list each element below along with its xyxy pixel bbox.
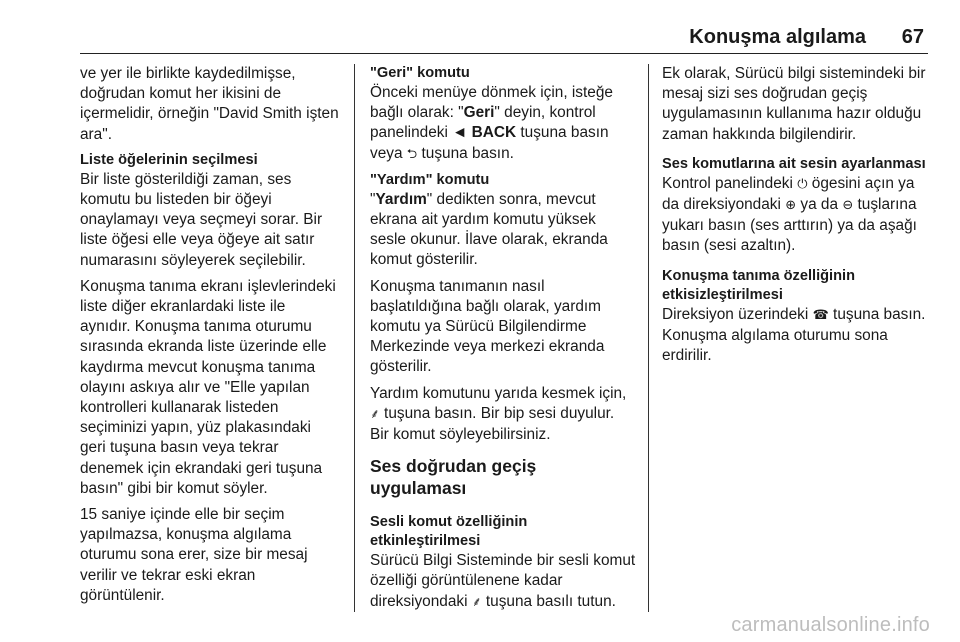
- volume-down-icon: ⊖: [842, 198, 854, 214]
- text: Sürücü Bilgi Sisteminde bir sesli komut özelliği görüntülenene kadar direksiyondaki: [370, 552, 636, 610]
- paragraph-enable: [370, 551, 636, 613]
- page-title: Konuşma algılama: [689, 26, 866, 48]
- text: Kontrol panelindeki: [662, 174, 798, 192]
- text: tuşuna basın. Bir bip sesi duyulur. Bir komut söyleyebilirsiniz.: [370, 404, 615, 444]
- page-number: 67: [901, 26, 924, 48]
- paragraph-back: [370, 83, 636, 165]
- section-heading-enable: Sesli komut özelliğinin etkinleştirilmesi: [370, 514, 528, 550]
- column-divider: [648, 64, 649, 612]
- voice-command-icon: ⸙: [471, 594, 482, 610]
- column-2: [370, 64, 636, 619]
- hang-up-icon: ☎: [812, 307, 829, 323]
- text: ya da: [796, 196, 843, 214]
- text: tuşuna basın. Konuşma algılama oturumu sona erdirilir.: [662, 305, 926, 365]
- paragraph-settings: [662, 174, 930, 257]
- power-icon: ⏻: [797, 176, 808, 192]
- text: Önceki menüye dönmek için, isteğe bağlı olarak: ": [370, 84, 613, 122]
- watermark: carmanualsonline.info: [731, 614, 930, 636]
- paragraph: ve yer ile birlikte kaydedilmişse, doğrudan komut her ikisini de içermelidir, örneğin "David Smith işten ara".: [80, 65, 339, 143]
- section-title-passthrough: Ses doğrudan geçiş uygulaması: [370, 456, 537, 499]
- text: " dedikten sonra, mevcut ekrana ait yardım komutu yüksek sesle okunur. İlave olarak, ekranda komut gösterilir.: [370, 190, 608, 269]
- paragraph: Konuşma tanımanın nasıl başlatıldığına bağlı olarak, yardım komutu ya Sürücü Bilgilendirme Merkezinde veya merkezi ekranda gösterilir.: [370, 277, 605, 376]
- text: " deyin, kontrol panelindeki: [370, 104, 596, 142]
- back-arrow-icon: ⮌: [406, 146, 418, 162]
- paragraph: Bir liste gösterildiği zaman, ses komutu bu listeden bir öğeyi onaylamayı veya seçmeyi sorar. Bir liste öğesi elle veya öğeye ait satır numarasını söyleyerek seçilebilir.: [80, 170, 323, 269]
- text: tuşuna basın veya: [370, 124, 609, 162]
- voice-command-icon: ⸙: [370, 406, 380, 422]
- back-button-label: ◄ BACK: [452, 124, 517, 142]
- text: ögesini açın ya da direksiyondaki: [662, 174, 915, 214]
- volume-up-icon: ⊕: [785, 198, 797, 214]
- text: Yardım komutunu yarıda kesmek için,: [370, 384, 627, 402]
- paragraph: 15 saniye içinde elle bir seçim yapılmazsa, konuşma algılama oturumu sona erer, size bir mesaj verilir ve tekrar eski ekran görüntülenir.: [80, 506, 308, 604]
- column-divider: [354, 64, 355, 612]
- section-heading-help: "Yardım" komutu: [370, 171, 490, 188]
- keyword-geri: Geri: [463, 104, 495, 122]
- section-heading-back: "Geri" komutu: [370, 65, 470, 81]
- paragraph-help: [370, 190, 636, 271]
- page-header: [80, 22, 928, 52]
- section-heading-list: Liste öğelerinin seçilmesi: [80, 151, 258, 168]
- paragraph: Ek olarak, Sürücü bilgi sistemindeki bir mesaj sizi ses doğrudan geçiş uygulamasının kullanıma hazır olduğu zaman hakkında bilgilendirir.: [662, 65, 926, 143]
- header-rule: [80, 53, 928, 54]
- section-heading-settings: Ses komutlarına ait sesin ayarlanması: [662, 155, 926, 172]
- paragraph: Konuşma tanıma ekranı işlevlerindeki liste diğer ekranlardaki liste ile aynıdır. Konuşma tanıma oturumu sırasında ekranda liste üzerinde elle kaydırma mevcut konuşma tanıma olayını askıya alır ve "Elle yapılan kontrolleri kullanarak listeden seçiminizi yapın, yüz plakasındaki geri tuşuna basın veya tekrar denemek için ekrandaki geri tuşuna basın" gibi bir komut söyler.: [80, 277, 336, 497]
- paragraph-interrupt: [370, 384, 636, 446]
- section-heading-disable: Konuşma tanıma özelliğinin etkisizleştirilmesi: [662, 267, 855, 303]
- text: tuşuna basın.: [417, 144, 514, 162]
- text: tuşlarına yukarı basın (ses arttırın) ya da aşağı basın (sesi azaltın).: [662, 196, 917, 255]
- text: tuşuna basılı tutun.: [481, 592, 616, 610]
- column-1: [80, 64, 340, 612]
- text: ": [370, 190, 376, 208]
- paragraph-disable: [662, 305, 930, 367]
- keyword-yardim: Yardım: [375, 190, 427, 208]
- text: Direksiyon üzerindeki: [662, 305, 813, 323]
- column-3: [662, 64, 930, 372]
